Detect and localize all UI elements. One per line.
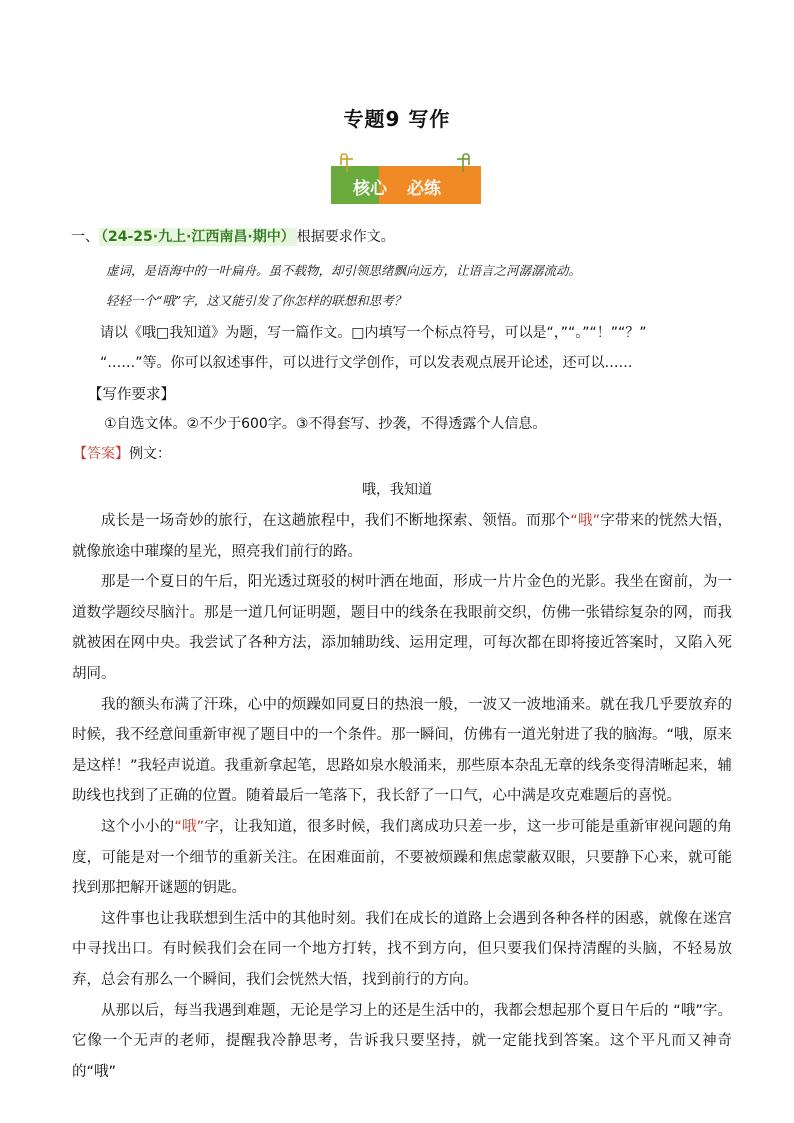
essay-paragraph [72,506,732,567]
essay-text: 字，让我知道，很多时候，我们离成功只差一步，这一步可能是重新审视问题的角度，可能是对一个细节的重新关注。在困难面前，不要被烦躁和焦虑蒙蔽双眼，只要静下心来，就可能找到那把解开谜题的钥匙。 [72,818,733,897]
requirements-body: ①自选文体。②不少于600字。③不得套写、抄袭，不得透露个人信息。 [104,416,547,432]
answer-prefix: 例文： [129,446,171,462]
essay-paragraph: 那是一个夏日的午后，阳光透过斑驳的树叶洒在地面，形成一片片金色的光影。我坐在窗前，为一道数学题绞尽脑汁。那是一道几何证明题，题目中的线条在我眼前交织，仿佛一张错综复杂的网，而我就被困在网中央。我尝试了各种方法，添加辅助线、运用定理，可每次都在即将接近答案时，又陷入死胡同。 [72,574,732,682]
requirements-heading: 【写作要求】 [88,387,175,403]
quote-line: 虚词，是语海中的一叶扁舟。虽不载物，却引领思绪飘向远方，让语言之河潺潺流动。 [106,263,582,278]
essay-paragraph: 我的额头布满了汗珠，心中的烦躁如同夏日的热浪一般，一波又一波地涌来。就在我几乎要放弃的时候，我不经意间重新审视了题目中的一个条件。那一瞬间，仿佛有一道光射进了我的脑海。“哦，原来是这样！”我轻声说道。我重新拿起笔，思路如泉水般涌来，那些原本杂乱无章的线条变得清晰起来，辅助线也找到了正确的位置。随着最后一笔落下，我长舒了一口气，心中满是攻克难题后的喜悦。 [72,696,733,805]
answer-line [73,443,171,463]
highlight-word: “哦” [570,513,601,529]
answer-label: 【答案】 [73,446,129,462]
paper-clip-icon [339,153,355,173]
instruction-line: “……”等。你可以叙述事件，可以进行文学创作，可以发表观点展开论述，还可以…… [100,355,633,371]
quote-line: 轻轻一个“哦”字，这又能引发了你怎样的联想和思考？ [106,293,407,308]
essay-text: 字带来的恍然大悟，就像旅途中璀璨的星光，照亮我们前行的路。 [72,513,733,560]
page-title: 专题9 写作 [343,107,451,131]
question-prompt: 根据要求作文。 [296,229,395,245]
core-practice-badge [331,166,481,204]
essay-paragraph: 从那以后，每当我遇到难题，无论是学习上的还是生活中的，我都会想起那个夏日午后的 “哦”字。它像一个无声的老师，提醒我冷静思考，告诉我只要坚持，就一定能找到答案。这个平凡而又神奇的“哦” [72,1002,732,1080]
instruction-line: 请以《哦□我知道》为题，写一篇作文。□内填写一个标点符号，可以是“，”“。”“！”“？” [100,325,647,341]
essay-text: 成长是一场奇妙的旅行，在这趟旅程中，我们不断地探索、领悟。而那个 [101,513,571,529]
essay-body [72,506,732,1087]
question-number: 一、 [71,229,99,245]
essay-text: 这个小小的 [101,818,175,835]
paper-clip-icon [455,153,471,173]
essay-paragraph: 这件事也让我联想到生活中的其他时刻。我们在成长的道路上会遇到各种各样的困惑，就像在迷宫中寻找出口。有时候我们会在同一个地方打转，找不到方向，但只要我们保持清醒的头脑，不轻易放弃，总会有那么一个瞬间，我们会恍然大悟，找到前行的方向。 [72,910,732,988]
question-heading [71,226,395,246]
essay-title: 哦，我知道 [362,482,432,498]
badge-left-label: 核心 [353,179,387,199]
question-source: （24-25·九上·江西南昌·期中） [101,229,295,245]
highlight-word: “哦” [174,818,205,835]
badge-right-label: 必练 [407,179,441,199]
essay-paragraph [72,812,732,904]
